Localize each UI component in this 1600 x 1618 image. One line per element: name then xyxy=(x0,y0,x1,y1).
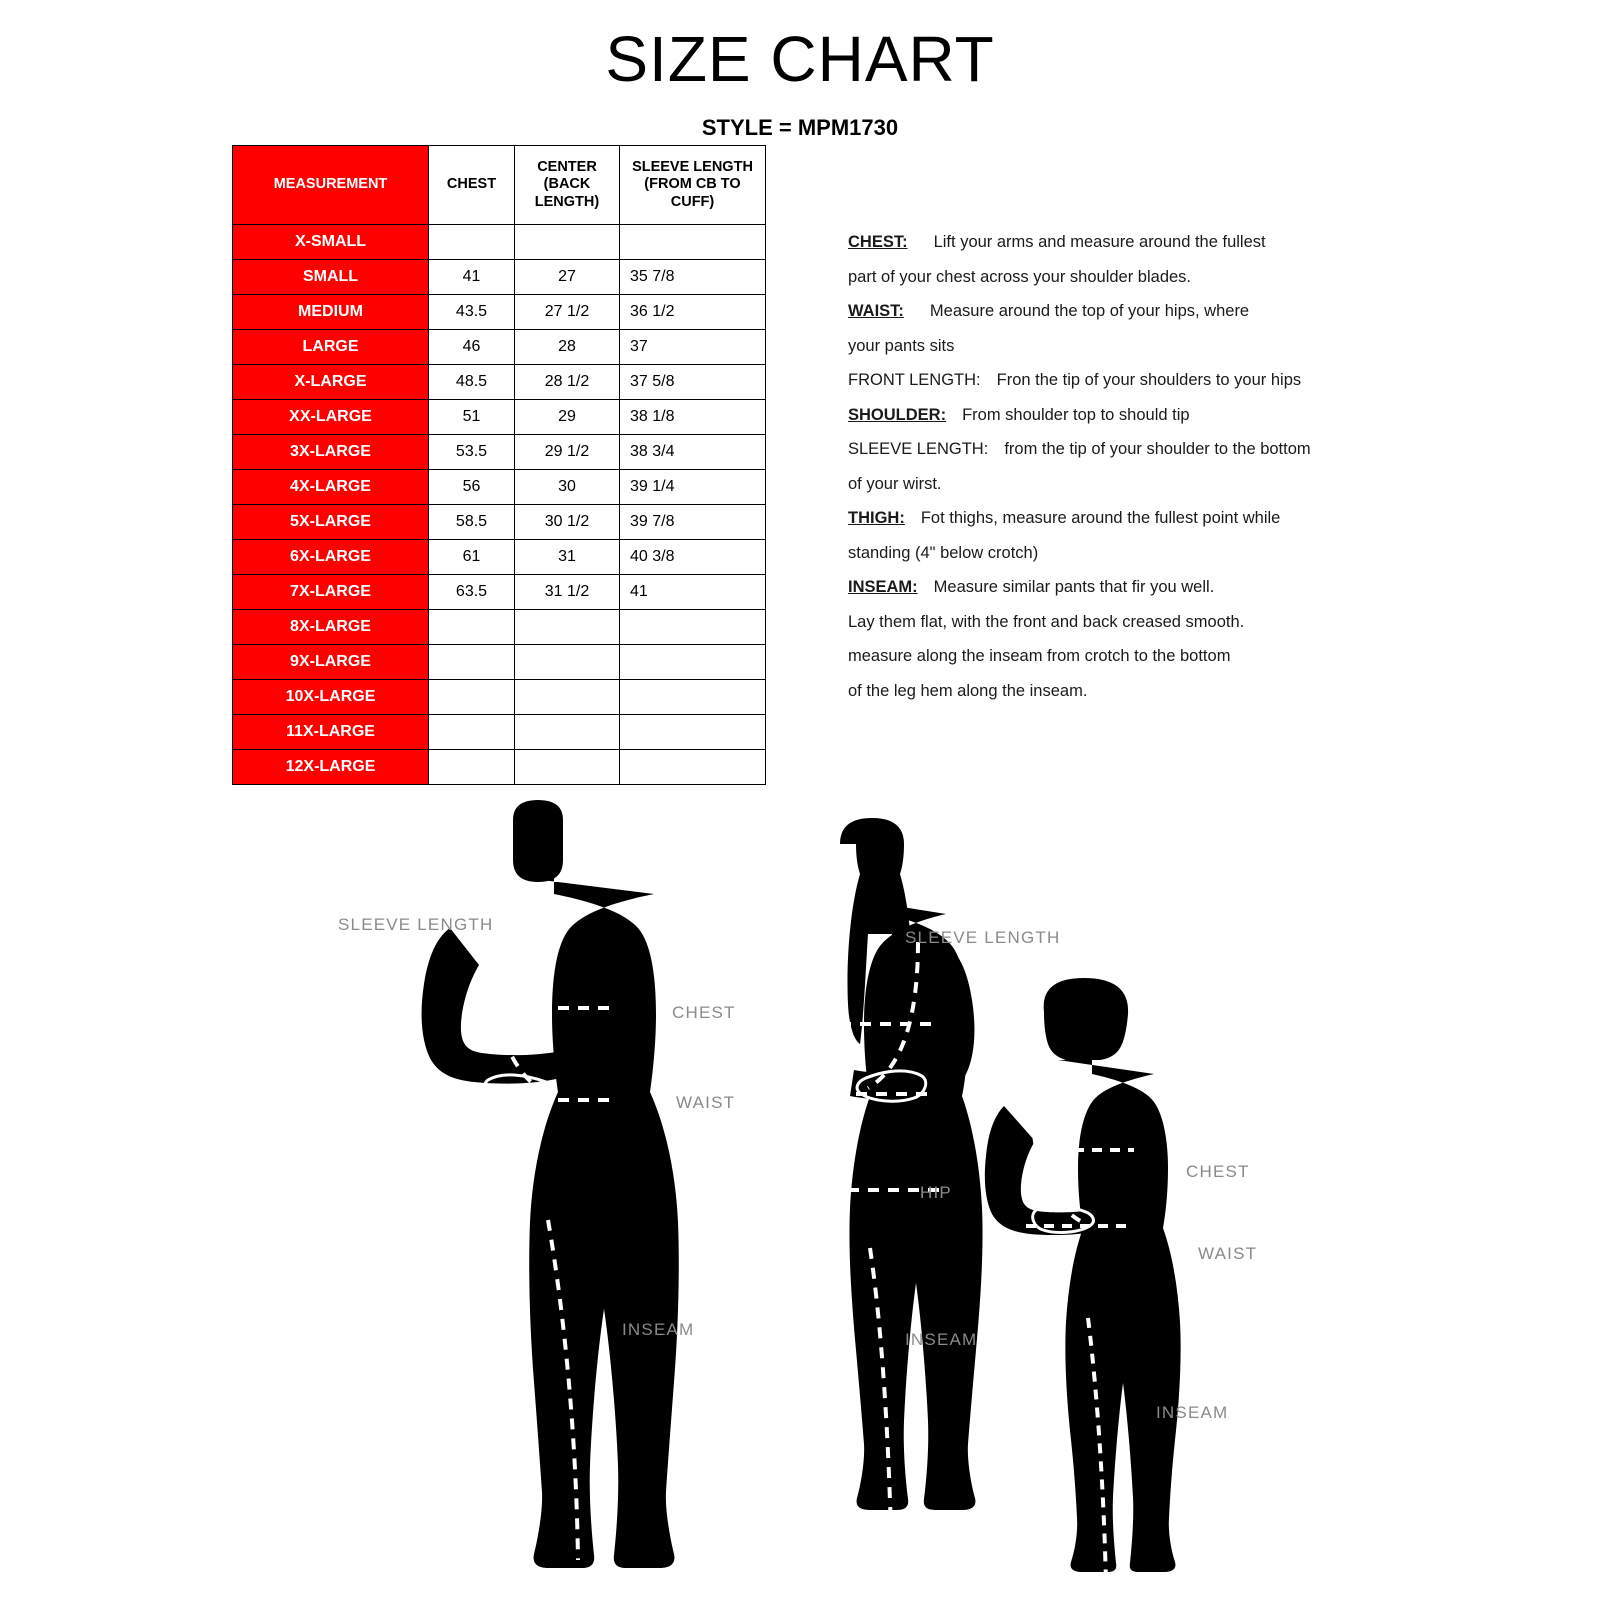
table-row xyxy=(233,260,766,295)
instruction-line xyxy=(848,639,1368,674)
cell-chest: 48.5 xyxy=(429,365,515,400)
instruction-term: THIGH: xyxy=(848,509,905,527)
instruction-line xyxy=(848,225,1368,260)
size-label: 3X-LARGE xyxy=(233,435,429,470)
instruction-text: Lay them flat, with the front and back creased smooth. xyxy=(848,612,1245,631)
instruction-text: Measure similar pants that fir you well. xyxy=(933,578,1215,596)
header-line-2: (BACK xyxy=(543,176,591,193)
instruction-text: of your wirst. xyxy=(848,474,942,493)
cell-chest: 56 xyxy=(429,470,515,505)
table-body xyxy=(233,225,766,785)
cell-center: 30 1/2 xyxy=(515,505,620,540)
cell-chest: 43.5 xyxy=(429,295,515,330)
header-line-2: (FROM CB TO xyxy=(644,176,741,193)
table-row xyxy=(233,540,766,575)
cell-sleeve: 39 7/8 xyxy=(620,505,766,540)
column-header-sleeve-length xyxy=(620,146,766,225)
instruction-text: your pants sits xyxy=(848,336,955,355)
instruction-line xyxy=(848,363,1368,398)
header-line-1: CENTER xyxy=(537,159,597,176)
style-code: STYLE = MPM1730 xyxy=(701,115,899,140)
instruction-text: From shoulder top to should tip xyxy=(962,405,1190,424)
table-row xyxy=(233,330,766,365)
figure-illustrations xyxy=(0,800,1600,1600)
table-row xyxy=(233,470,766,505)
cell-chest xyxy=(429,610,515,645)
cell-chest: 51 xyxy=(429,400,515,435)
instruction-line xyxy=(848,605,1368,640)
cell-sleeve xyxy=(620,715,766,750)
size-label: LARGE xyxy=(233,330,429,365)
table-header-row xyxy=(233,146,766,225)
instruction-line xyxy=(848,260,1368,295)
header-line-3: LENGTH) xyxy=(534,193,600,210)
size-chart-table xyxy=(232,145,766,785)
size-label: 7X-LARGE xyxy=(233,575,429,610)
instruction-text: Fot thighs, measure around the fullest point while xyxy=(920,509,1281,527)
table-row xyxy=(233,715,766,750)
woman-hip-label: HIP xyxy=(920,1183,952,1202)
cell-chest xyxy=(429,225,515,260)
instruction-line xyxy=(848,329,1368,364)
cell-sleeve: 41 xyxy=(620,575,766,610)
cell-center xyxy=(515,750,620,785)
table-row xyxy=(233,680,766,715)
table-row xyxy=(233,435,766,470)
cell-center: 27 xyxy=(515,260,620,295)
child-waist-label: WAIST xyxy=(1198,1244,1258,1263)
instruction-term: SHOULDER: xyxy=(848,405,947,424)
size-label: 8X-LARGE xyxy=(233,610,429,645)
cell-center: 31 1/2 xyxy=(515,575,620,610)
cell-sleeve xyxy=(620,610,766,645)
column-header-center-back-length xyxy=(515,146,620,225)
cell-center: 31 xyxy=(515,540,620,575)
column-header-measurement: MEASUREMENT xyxy=(233,146,429,225)
child-inseam-label: INSEAM xyxy=(1156,1403,1229,1422)
table-row xyxy=(233,610,766,645)
cell-chest xyxy=(429,645,515,680)
size-label: 9X-LARGE xyxy=(233,645,429,680)
cell-chest xyxy=(429,715,515,750)
instruction-text: of the leg hem along the inseam. xyxy=(848,681,1088,700)
cell-sleeve: 35 7/8 xyxy=(620,260,766,295)
woman-sleeve-label: SLEEVE LENGTH xyxy=(905,928,1061,947)
instruction-term: FRONT LENGTH: xyxy=(848,371,981,389)
cell-sleeve: 37 xyxy=(620,330,766,365)
cell-center: 28 xyxy=(515,330,620,365)
size-label: MEDIUM xyxy=(233,295,429,330)
cell-center: 30 xyxy=(515,470,620,505)
cell-sleeve: 36 1/2 xyxy=(620,295,766,330)
table-row xyxy=(233,575,766,610)
cell-sleeve: 40 3/8 xyxy=(620,540,766,575)
cell-center: 28 1/2 xyxy=(515,365,620,400)
man-sleeve-label: SLEEVE LENGTH xyxy=(338,915,494,934)
cell-center: 29 1/2 xyxy=(515,435,620,470)
instruction-text: measure along the inseam from crotch to the bottom xyxy=(848,647,1231,665)
instruction-term: WAIST: xyxy=(848,302,904,320)
cell-sleeve xyxy=(620,645,766,680)
cell-chest: 46 xyxy=(429,330,515,365)
size-label: XX-LARGE xyxy=(233,400,429,435)
measurement-instructions xyxy=(848,225,1368,708)
instruction-text: part of your chest across your shoulder blades. xyxy=(848,267,1192,286)
cell-center xyxy=(515,610,620,645)
table-row xyxy=(233,225,766,260)
cell-center: 29 xyxy=(515,400,620,435)
table-row xyxy=(233,365,766,400)
woman-inseam-label: INSEAM xyxy=(905,1330,978,1349)
table-row xyxy=(233,400,766,435)
child-silhouette xyxy=(960,978,1220,1618)
instruction-term: CHEST: xyxy=(848,233,908,251)
instruction-text: standing (4" below crotch) xyxy=(848,543,1039,562)
cell-center xyxy=(515,645,620,680)
cell-sleeve xyxy=(620,750,766,785)
table-row xyxy=(233,750,766,785)
instruction-line xyxy=(848,294,1368,329)
instruction-line xyxy=(848,674,1368,709)
table-row xyxy=(233,505,766,540)
instruction-line xyxy=(848,570,1368,605)
cell-chest xyxy=(429,750,515,785)
table-row xyxy=(233,645,766,680)
instruction-line xyxy=(848,536,1368,571)
cell-center xyxy=(515,715,620,750)
cell-center xyxy=(515,680,620,715)
size-label: 6X-LARGE xyxy=(233,540,429,575)
size-label: 12X-LARGE xyxy=(233,750,429,785)
cell-chest: 61 xyxy=(429,540,515,575)
size-label: X-SMALL xyxy=(233,225,429,260)
cell-sleeve xyxy=(620,225,766,260)
instruction-text: Fron the tip of your shoulders to your hips xyxy=(996,371,1302,389)
man-inseam-label: INSEAM xyxy=(622,1320,695,1339)
cell-chest: 63.5 xyxy=(429,575,515,610)
cell-sleeve: 38 1/8 xyxy=(620,400,766,435)
size-label: 11X-LARGE xyxy=(233,715,429,750)
cell-chest xyxy=(429,680,515,715)
table-row xyxy=(233,295,766,330)
cell-chest: 53.5 xyxy=(429,435,515,470)
cell-center: 27 1/2 xyxy=(515,295,620,330)
size-label: 4X-LARGE xyxy=(233,470,429,505)
man-waist-label: WAIST xyxy=(676,1093,736,1112)
cell-sleeve: 39 1/4 xyxy=(620,470,766,505)
instruction-text: Measure around the top of your hips, where xyxy=(929,302,1250,320)
size-label: 5X-LARGE xyxy=(233,505,429,540)
cell-chest: 58.5 xyxy=(429,505,515,540)
instruction-line xyxy=(848,432,1368,467)
instruction-line xyxy=(848,398,1368,433)
cell-chest: 41 xyxy=(429,260,515,295)
page-title: SIZE CHART xyxy=(605,23,995,95)
cell-sleeve: 38 3/4 xyxy=(620,435,766,470)
instruction-term: SLEEVE LENGTH: xyxy=(848,440,989,458)
cell-center xyxy=(515,225,620,260)
cell-sleeve: 37 5/8 xyxy=(620,365,766,400)
instruction-text: from the tip of your shoulder to the bottom xyxy=(1004,440,1311,458)
size-label: X-LARGE xyxy=(233,365,429,400)
instruction-term: INSEAM: xyxy=(848,578,918,596)
instruction-text: Lift your arms and measure around the fullest xyxy=(933,233,1266,251)
child-chest-label: CHEST xyxy=(1186,1162,1250,1181)
man-chest-label: CHEST xyxy=(672,1003,736,1022)
instruction-line xyxy=(848,501,1368,536)
instruction-line xyxy=(848,467,1368,502)
size-label: SMALL xyxy=(233,260,429,295)
column-header-chest: CHEST xyxy=(429,146,515,225)
header-line-1: SLEEVE LENGTH xyxy=(632,159,753,176)
size-label: 10X-LARGE xyxy=(233,680,429,715)
cell-sleeve xyxy=(620,680,766,715)
header-line-3: CUFF) xyxy=(670,193,715,210)
